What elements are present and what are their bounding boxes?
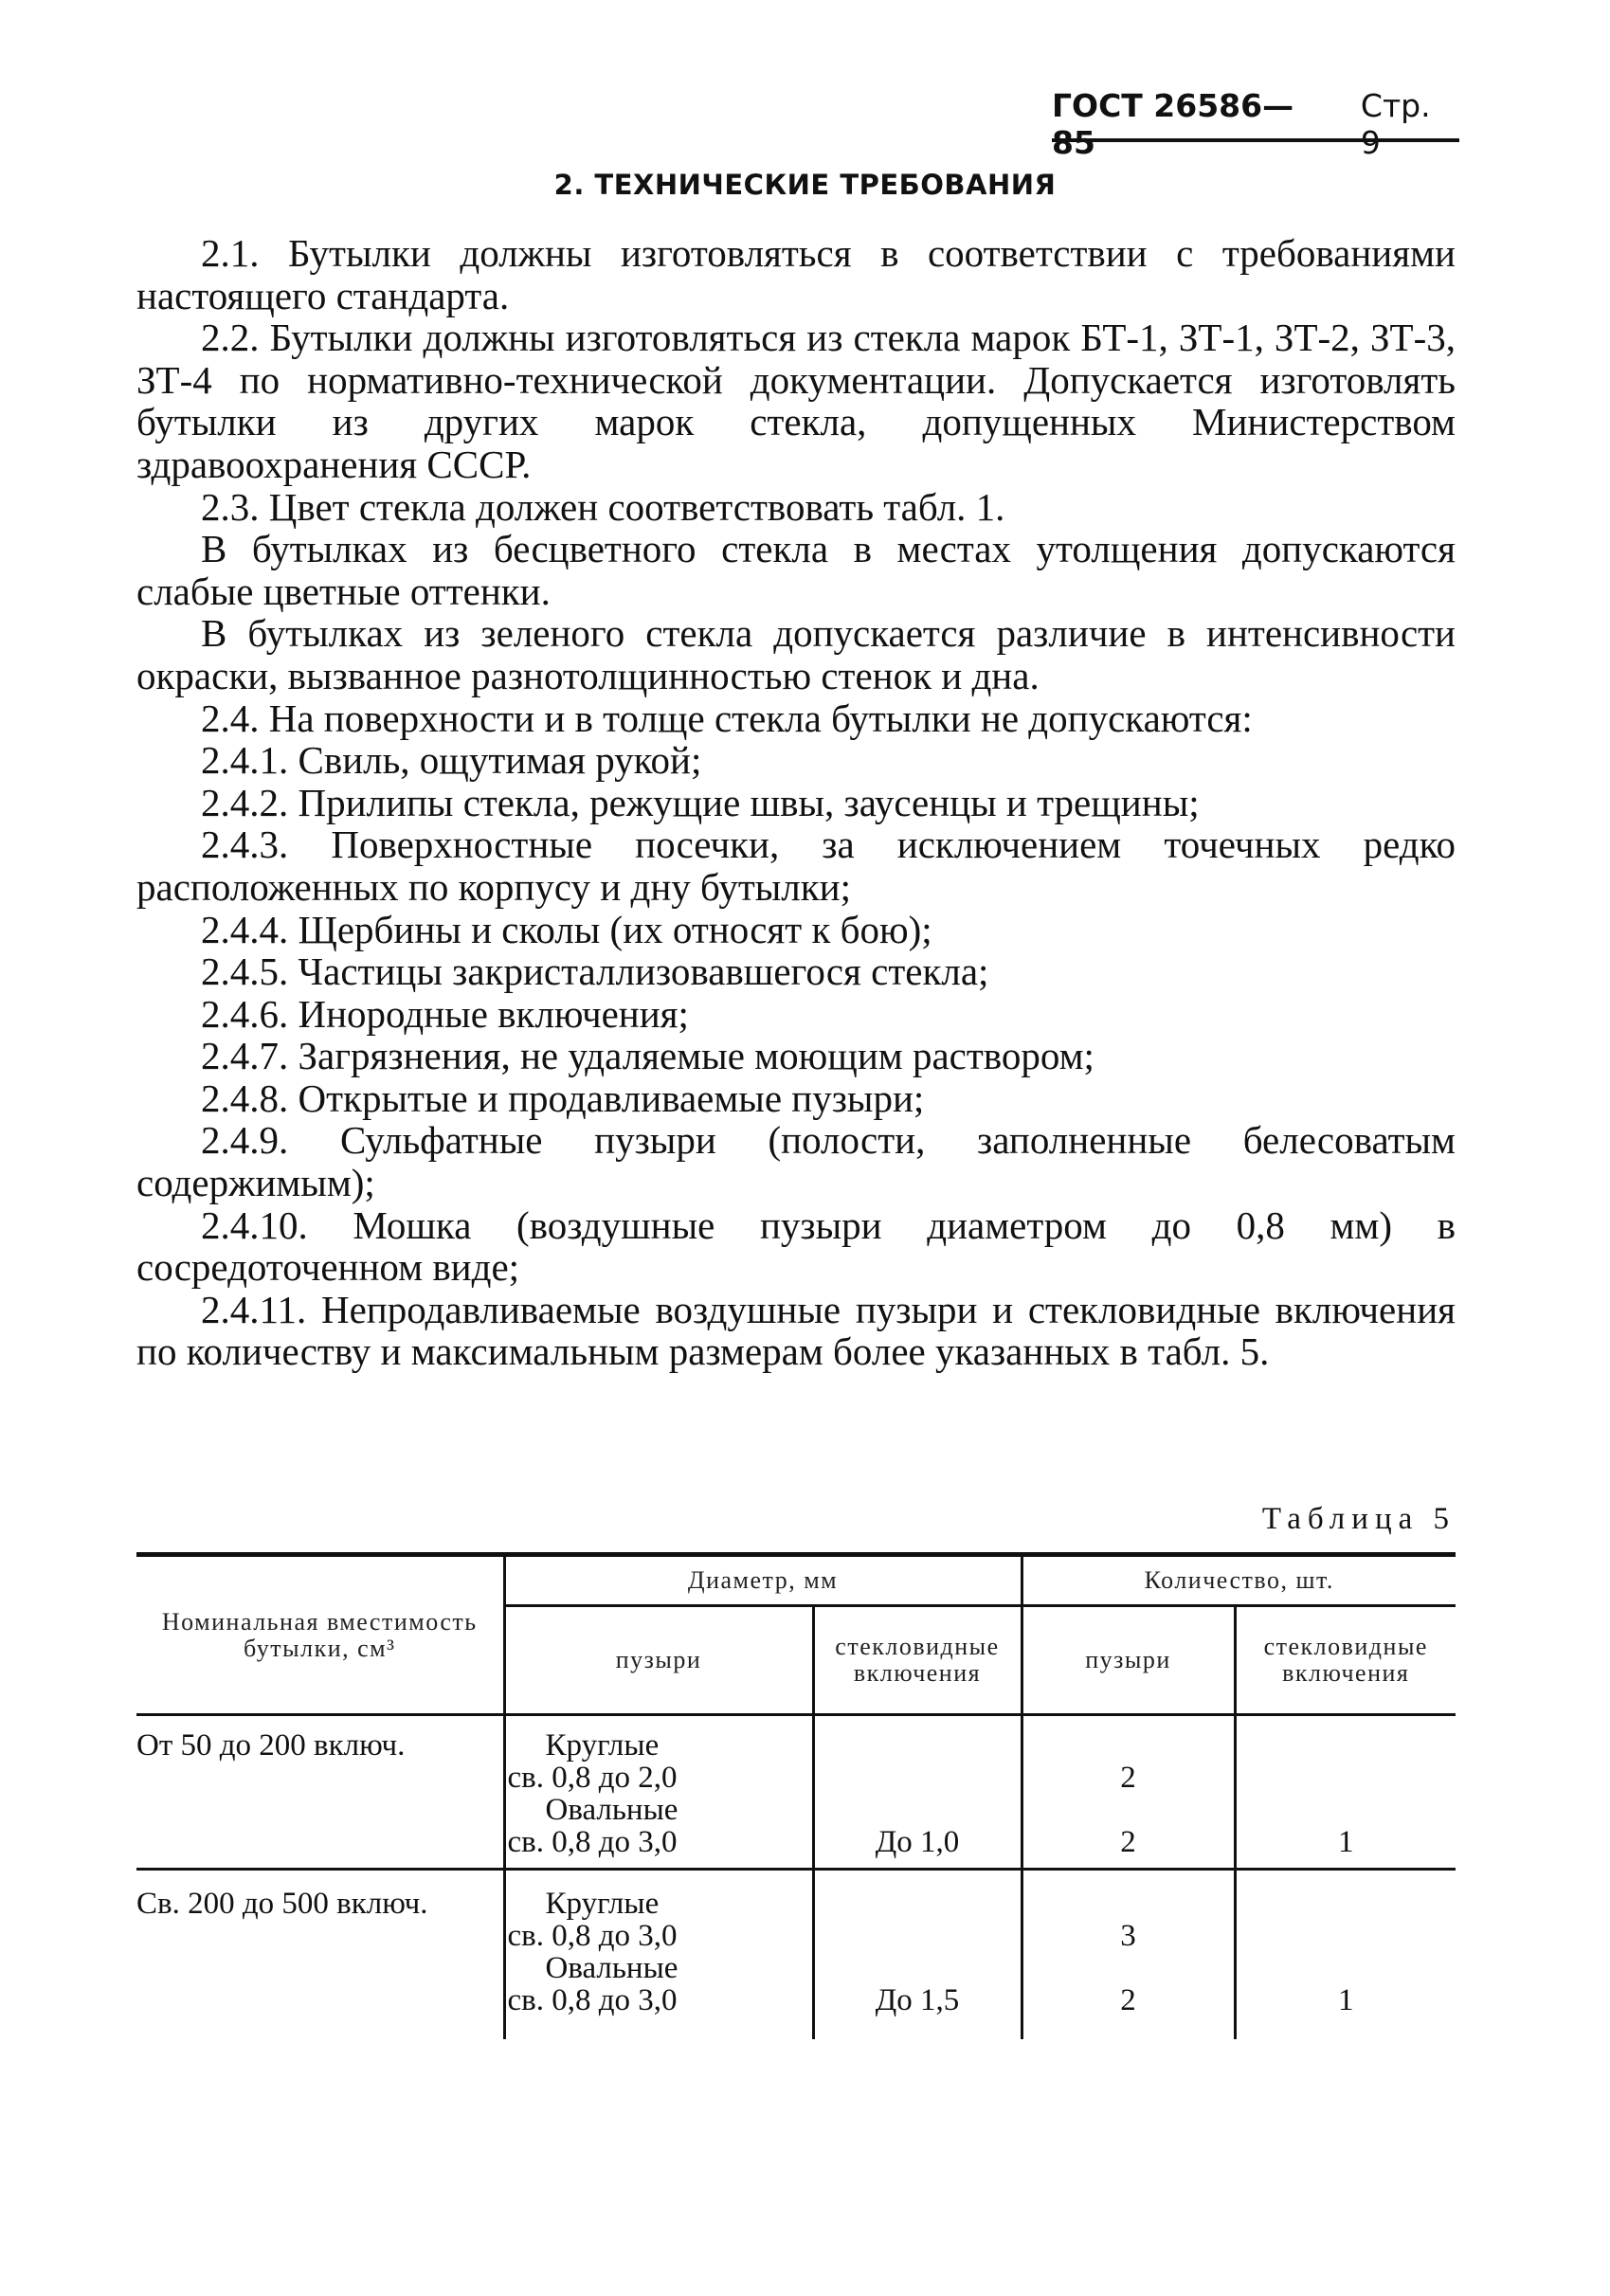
- defects-table: [136, 1552, 1456, 2039]
- oval-range: св. 0,8 до 3,0: [507, 1983, 678, 2017]
- paragraph: 2.4.1. Свиль, ощутимая рукой;: [201, 738, 702, 783]
- page-number: Стр. 9: [1360, 87, 1431, 161]
- header-diameter: Диаметр, мм: [504, 1555, 1022, 1606]
- header-diameter-inclusions: стекловидные включения: [813, 1606, 1022, 1715]
- header-quantity-bubbles: пузыри: [1022, 1606, 1235, 1715]
- round-quantity: 3: [1120, 1919, 1136, 1953]
- table-row: [136, 1715, 1456, 1870]
- bubble-quantity-cell: [1022, 1715, 1235, 1870]
- oval-label: Овальные: [545, 1793, 678, 1827]
- capacity-cell: От 50 до 200 включ.: [136, 1715, 504, 1870]
- paragraph: 2.4.4. Щербины и сколы (их относят к бою);: [201, 907, 932, 951]
- inclusion-diameter-cell: До 1,5: [813, 1870, 1022, 2040]
- header-diameter-bubbles: пузыри: [504, 1606, 813, 1715]
- oval-range: св. 0,8 до 3,0: [507, 1825, 678, 1859]
- section-title: 2. ТЕХНИЧЕСКИЕ ТРЕБОВАНИЯ: [553, 169, 1057, 201]
- paragraph: 2.4.6. Инородные включения;: [201, 991, 689, 1036]
- oval-quantity: 2: [1120, 1983, 1136, 2017]
- oval-quantity: 2: [1120, 1825, 1136, 1859]
- oval-label: Овальные: [545, 1951, 678, 1985]
- round-range: св. 0,8 до 2,0: [507, 1761, 678, 1795]
- table-header: [136, 1555, 1456, 1715]
- paragraph: 2.4.8. Открытые и продавливаемые пузыри;: [201, 1076, 925, 1120]
- table-caption: Таблица 5: [1261, 1502, 1456, 1536]
- header-quantity-inclusions: стекловидные включения: [1235, 1606, 1456, 1715]
- paragraph: 2.1. Бутылки должны изготовляться в соответствии с требованиями настоящего стандарта.: [136, 231, 1456, 317]
- paragraph: 2.4.5. Частицы закристаллизовавшегося стекла;: [201, 949, 989, 994]
- paragraph: 2.2. Бутылки должны изготовляться из стекла марок БТ-1, ЗТ-1, ЗТ-2, ЗТ-3, ЗТ-4 по нормативно-технической документации. Допускается изготовлять бутылки из других марок стекла, допущенных Министерством здравоохранения СССР.: [136, 316, 1456, 486]
- bubble-quantity-cell: [1022, 1870, 1235, 2040]
- table-row: [136, 1870, 1456, 2040]
- paragraph: 2.4.10. Мошка (воздушные пузыри диаметром до 0,8 мм) в сосредоточенном виде;: [136, 1202, 1456, 1290]
- inclusion-diameter-cell: До 1,0: [813, 1715, 1022, 1870]
- inclusion-quantity-cell: 1: [1235, 1715, 1456, 1870]
- paragraph: 2.4.2. Прилипы стекла, режущие швы, заусенцы и трещины;: [201, 780, 1200, 824]
- capacity-cell: Св. 200 до 500 включ.: [136, 1887, 428, 1921]
- round-label: Круглые: [545, 1728, 660, 1763]
- round-label: Круглые: [545, 1887, 660, 1921]
- paragraph: 2.4.7. Загрязнения, не удаляемые моющим раствором;: [201, 1034, 1094, 1078]
- paragraph: В бутылках из бесцветного стекла в местах утолщения допускаются слабые цветные оттенки.: [136, 527, 1456, 613]
- bubble-diameter-cell: [504, 1715, 813, 1870]
- page-header: [1052, 87, 1459, 161]
- round-quantity: 2: [1120, 1761, 1136, 1795]
- bubble-diameter-cell: [504, 1870, 813, 2040]
- header-capacity: Номинальная вместимость бутылки, см³: [161, 1607, 478, 1662]
- paragraph: 2.4.3. Поверхностные посечки, за исключением точечных редко расположенных по корпусу и дну бутылки;: [136, 823, 1456, 909]
- round-range: св. 0,8 до 3,0: [507, 1919, 678, 1953]
- paragraph: 2.3. Цвет стекла должен соответствовать табл. 1.: [201, 484, 1005, 529]
- header-quantity: Количество, шт.: [1022, 1555, 1456, 1606]
- paragraph: 2.4. На поверхности и в толще стекла бутылки не допускаются:: [201, 696, 1253, 740]
- document-number: ГОСТ 26586—85: [1052, 87, 1294, 161]
- paragraph: В бутылках из зеленого стекла допускается различие в интенсивности окраски, вызванное разнотолщинностью стенок и дна.: [136, 611, 1456, 697]
- inclusion-quantity-cell: 1: [1235, 1870, 1456, 2040]
- body-text: [136, 232, 1456, 1373]
- paragraph: 2.4.9. Сульфатные пузыри (полости, заполненные белесоватым содержимым);: [136, 1118, 1456, 1205]
- paragraph: 2.4.11. Непродавливаемые воздушные пузыри и стекловидные включения по количеству и максимальным размерам более указанных в табл. 5.: [136, 1287, 1456, 1374]
